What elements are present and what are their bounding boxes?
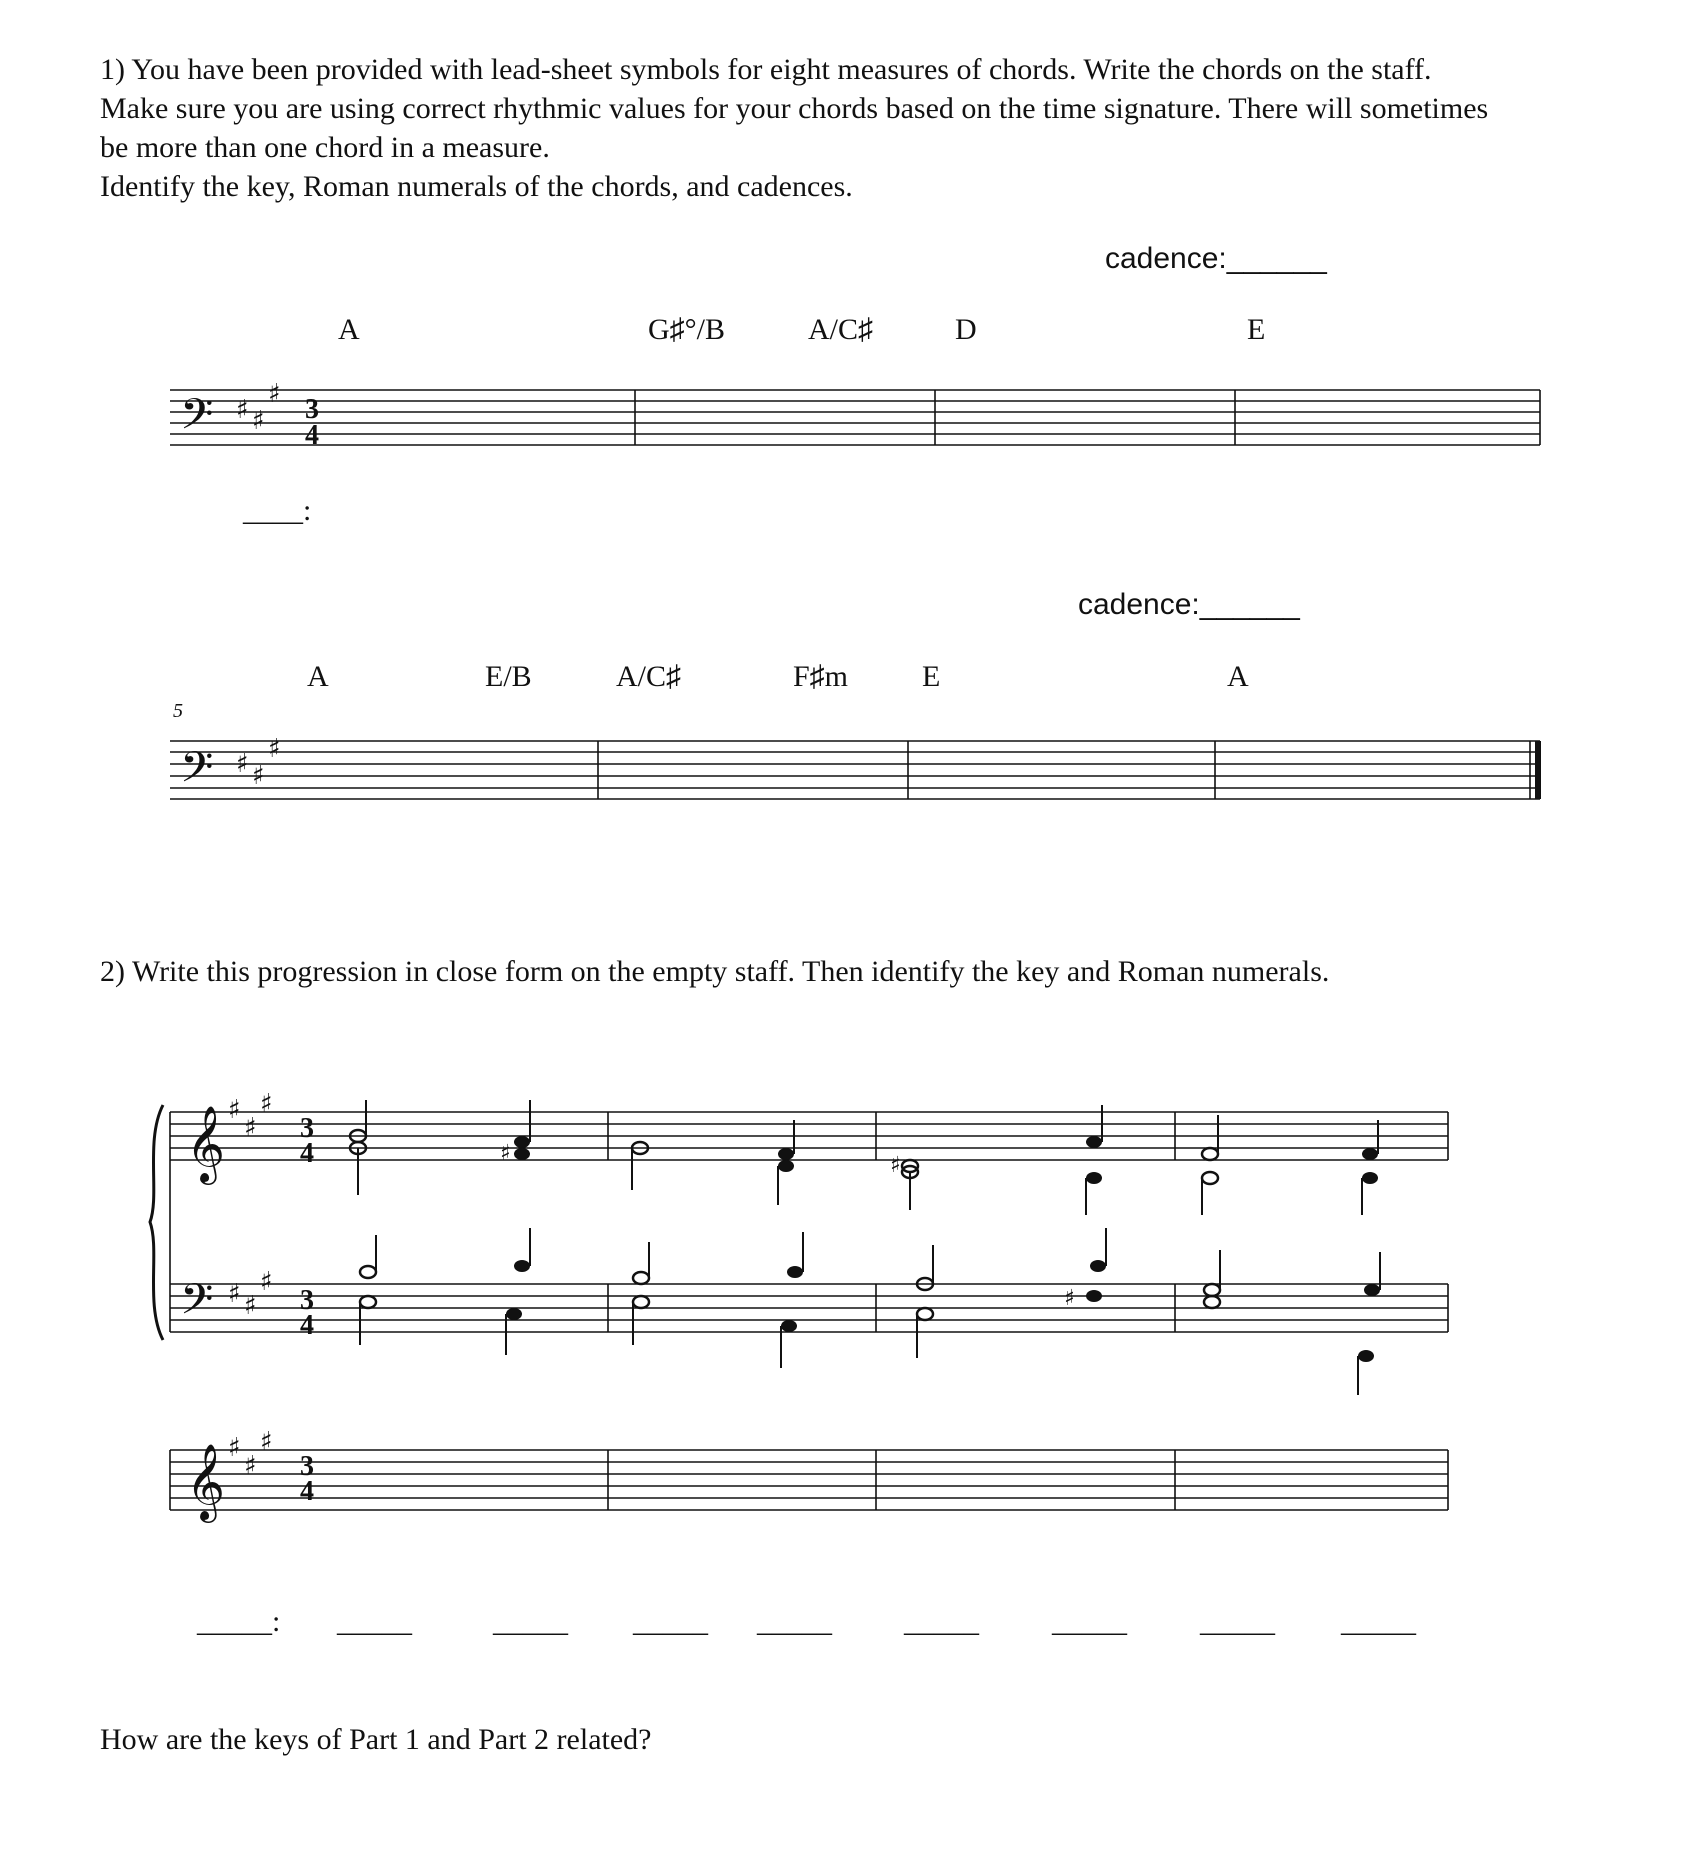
chord-symbol: F♯m: [793, 660, 849, 693]
measure-number: 5: [173, 700, 183, 722]
sharp-icon: ♯: [500, 1141, 511, 1166]
note-head: [787, 1266, 803, 1278]
note-head: [1086, 1172, 1102, 1184]
note-head: [1086, 1290, 1102, 1302]
final-barline: [1535, 741, 1541, 799]
note-head: [1362, 1172, 1378, 1184]
note-head: [514, 1148, 530, 1160]
chord-symbol: A: [307, 660, 329, 693]
sharp-icon: ♯: [244, 1451, 257, 1481]
bass-notes: [360, 1228, 1380, 1395]
bass-clef: 𝄢: [180, 390, 214, 450]
sharp-icon: ♯: [236, 395, 249, 425]
note-head: [506, 1308, 522, 1320]
time-sig-top: 3: [300, 1113, 314, 1144]
chord-symbol: A: [338, 313, 360, 346]
note-head: [1204, 1284, 1220, 1296]
note-head: [633, 1272, 649, 1284]
sharp-icon: ♯: [228, 1095, 241, 1125]
time-sig-bottom: 4: [300, 1138, 314, 1169]
note-head: [917, 1308, 933, 1320]
cadence-blank-1[interactable]: cadence:______: [1105, 242, 1327, 275]
time-sig-bottom: 4: [300, 1476, 314, 1507]
roman-blank[interactable]: _____: [493, 1605, 568, 1638]
time-sig-top: 3: [300, 1451, 314, 1482]
sharp-icon: ♯: [260, 1089, 273, 1119]
note-head: [778, 1160, 794, 1172]
note-head: [778, 1148, 794, 1160]
note-head: [1204, 1296, 1220, 1308]
note-head: [514, 1260, 530, 1272]
sharp-icon: ♯: [260, 1267, 273, 1297]
sharp-icon: ♯: [260, 1427, 273, 1457]
note-head: [514, 1136, 530, 1148]
bass-clef: 𝄢: [180, 1275, 214, 1335]
time-sig-bottom: 4: [300, 1310, 314, 1341]
grand-staff-bass: [170, 1284, 1448, 1332]
sharp-icon: ♯: [244, 1291, 257, 1321]
note-head: [1090, 1260, 1106, 1272]
q1-line-1: 1) You have been provided with lead-sheet symbols for eight measures of chords. Write the chords on the staff.: [100, 53, 1432, 86]
sharp-icon: ♯: [244, 1113, 257, 1143]
note-head: [1086, 1136, 1102, 1148]
note-head: [633, 1296, 649, 1308]
q1-line-3: be more than one chord in a measure.: [100, 131, 550, 164]
roman-blank[interactable]: _____: [1200, 1605, 1275, 1638]
sharp-icon: ♯: [236, 749, 249, 779]
q2-instructions: 2) Write this progression in close form on the empty staff. Then identify the key and Roman numerals.: [100, 955, 1330, 988]
answer-staff[interactable]: [170, 1450, 1448, 1510]
sharp-icon: ♯: [252, 406, 265, 436]
note-head: [1358, 1350, 1374, 1362]
chord-symbol: E: [922, 660, 941, 693]
sharp-icon: ♯: [228, 1279, 241, 1309]
sharp-icon: ♯: [1064, 1286, 1075, 1311]
note-head: [1362, 1148, 1378, 1160]
sharp-icon: ♯: [268, 379, 281, 409]
roman-blank[interactable]: _____: [904, 1605, 979, 1638]
sharp-icon: ♯: [252, 761, 265, 791]
roman-blank[interactable]: _____: [1341, 1605, 1416, 1638]
roman-blank[interactable]: _____: [633, 1605, 708, 1638]
chord-symbol: A/C♯: [808, 313, 874, 346]
q1-line-2: Make sure you are using correct rhythmic values for your chords based on the time signature. There will sometimes: [100, 92, 1489, 125]
note-head: [781, 1320, 797, 1332]
chord-symbol: E: [1247, 313, 1266, 346]
treble-clef: 𝄞: [186, 1105, 226, 1182]
bass-clef: 𝄢: [180, 743, 214, 803]
note-head: [1364, 1284, 1380, 1296]
roman-blank[interactable]: _____: [1052, 1605, 1127, 1638]
key-blank-1[interactable]: ____:: [243, 494, 312, 527]
treble-clef: 𝄞: [186, 1443, 226, 1520]
note-head: [1202, 1172, 1218, 1184]
q1-line-4: Identify the key, Roman numerals of the chords, and cadences.: [100, 170, 853, 203]
sharp-icon: ♯: [890, 1153, 901, 1178]
staff-system-2: [170, 741, 1540, 799]
closing-question: How are the keys of Part 1 and Part 2 related?: [100, 1723, 652, 1756]
note-head: [360, 1266, 376, 1278]
roman-blank[interactable]: _____: [337, 1605, 412, 1638]
note-head: [360, 1296, 376, 1308]
chord-symbol: D: [955, 313, 977, 346]
chord-symbol: E/B: [485, 660, 532, 693]
sharp-icon: ♯: [228, 1433, 241, 1463]
key-blank-2[interactable]: _____:: [197, 1605, 281, 1638]
time-sig-bottom: 4: [305, 420, 319, 451]
chord-symbol: G♯°/B: [648, 313, 726, 346]
cadence-blank-2[interactable]: cadence:______: [1078, 588, 1300, 621]
time-sig-top: 3: [300, 1285, 314, 1316]
staff-system-1: [170, 390, 1540, 445]
sharp-icon: ♯: [268, 734, 281, 764]
note-head: [1202, 1148, 1218, 1160]
treble-notes: [350, 1100, 1378, 1215]
time-sig-top: 3: [305, 394, 319, 425]
chord-symbol: A/C♯: [616, 660, 682, 693]
chord-symbol: A: [1227, 660, 1249, 693]
roman-blank[interactable]: _____: [757, 1605, 832, 1638]
brace: [150, 1105, 163, 1340]
